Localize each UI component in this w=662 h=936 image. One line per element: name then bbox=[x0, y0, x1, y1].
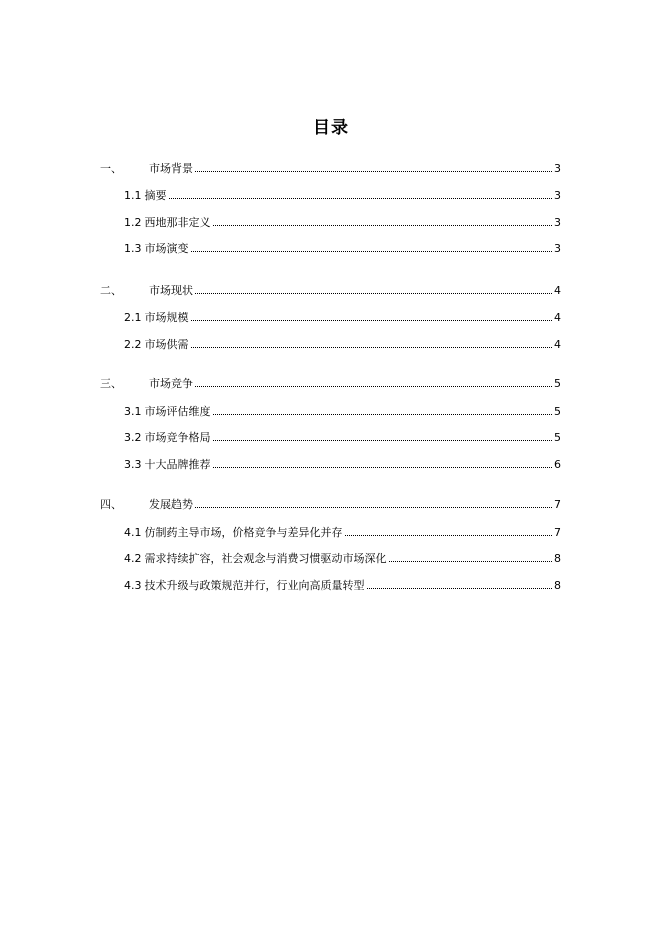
toc-dot-leader bbox=[169, 197, 553, 199]
toc-section-number: 一、 bbox=[100, 162, 122, 175]
toc-item-label: 仿制药主导市场，价格竞争与差异化并存 bbox=[144, 526, 343, 539]
toc-dot-leader bbox=[195, 292, 552, 294]
toc-dot-leader bbox=[195, 170, 552, 172]
toc-page-number: 5 bbox=[554, 405, 561, 418]
toc-item-label: 摘要 bbox=[144, 189, 167, 202]
toc-item-number: 3.2 bbox=[124, 431, 142, 444]
toc-item-label: 市场规模 bbox=[144, 311, 189, 324]
toc-page-number: 8 bbox=[554, 579, 561, 592]
toc-dot-leader bbox=[345, 534, 553, 536]
toc-item-3-1[interactable] bbox=[124, 405, 561, 419]
toc-item-1-3[interactable] bbox=[124, 242, 561, 256]
toc-title: 目录 bbox=[313, 118, 349, 138]
toc-dot-leader bbox=[213, 224, 553, 226]
toc-dot-leader bbox=[213, 439, 553, 441]
toc-page-number: 3 bbox=[554, 242, 561, 255]
toc-section-number: 二、 bbox=[100, 284, 122, 297]
toc-dot-leader bbox=[213, 466, 553, 468]
toc-item-4-2[interactable] bbox=[124, 552, 561, 566]
toc-section-label: 市场竞争 bbox=[149, 377, 193, 390]
toc-page-number: 4 bbox=[554, 338, 561, 351]
toc-item-label: 市场竞争格局 bbox=[144, 431, 211, 444]
toc-section-label: 发展趋势 bbox=[149, 498, 193, 511]
toc-dot-leader bbox=[213, 413, 553, 415]
toc-item-label: 市场供需 bbox=[144, 338, 189, 351]
toc-section-number: 三、 bbox=[100, 377, 122, 390]
toc-item-2-1[interactable] bbox=[124, 311, 561, 325]
toc-page-number: 4 bbox=[554, 311, 561, 324]
toc-item-number: 2.1 bbox=[124, 311, 142, 324]
toc-item-3-3[interactable] bbox=[124, 458, 561, 472]
toc-dot-leader bbox=[191, 319, 553, 321]
toc-page-number: 3 bbox=[554, 216, 561, 229]
toc-item-2-2[interactable] bbox=[124, 338, 561, 352]
toc-page-number: 3 bbox=[554, 162, 561, 175]
toc-item-number: 1.3 bbox=[124, 242, 142, 255]
toc-section-2[interactable] bbox=[100, 284, 561, 298]
toc-item-number: 3.1 bbox=[124, 405, 142, 418]
toc-section-1[interactable] bbox=[100, 162, 561, 176]
toc-item-label: 技术升级与政策规范并行，行业向高质量转型 bbox=[144, 579, 365, 592]
toc-dot-leader bbox=[195, 506, 552, 508]
toc-dot-leader bbox=[367, 587, 553, 589]
toc-dot-leader bbox=[389, 560, 553, 562]
toc-item-number: 4.2 bbox=[124, 552, 142, 565]
toc-dot-leader bbox=[191, 346, 553, 348]
toc-item-1-1[interactable] bbox=[124, 189, 561, 203]
toc-item-number: 4.1 bbox=[124, 526, 142, 539]
toc-page-number: 3 bbox=[554, 189, 561, 202]
toc-item-label: 市场评估维度 bbox=[144, 405, 211, 418]
toc-section-label: 市场现状 bbox=[149, 284, 193, 297]
toc-item-number: 2.2 bbox=[124, 338, 142, 351]
toc-item-1-2[interactable] bbox=[124, 216, 561, 230]
toc-dot-leader bbox=[191, 250, 553, 252]
toc-page-number: 8 bbox=[554, 552, 561, 565]
toc-section-number: 四、 bbox=[100, 498, 122, 511]
toc-page-number: 5 bbox=[554, 431, 561, 444]
toc-item-label: 十大品牌推荐 bbox=[144, 458, 211, 471]
toc-item-number: 3.3 bbox=[124, 458, 142, 471]
toc-page-number: 7 bbox=[554, 526, 561, 539]
toc-item-3-2[interactable] bbox=[124, 431, 561, 445]
toc-page-number: 5 bbox=[554, 377, 561, 390]
toc-item-label: 需求持续扩容，社会观念与消费习惯驱动市场深化 bbox=[144, 552, 387, 565]
toc-dot-leader bbox=[195, 385, 552, 387]
toc-item-number: 1.2 bbox=[124, 216, 142, 229]
toc-item-label: 西地那非定义 bbox=[144, 216, 211, 229]
toc-section-label: 市场背景 bbox=[149, 162, 193, 175]
toc-section-4[interactable] bbox=[100, 498, 561, 512]
toc-item-label: 市场演变 bbox=[144, 242, 189, 255]
toc-item-number: 1.1 bbox=[124, 189, 142, 202]
toc-page-number: 6 bbox=[554, 458, 561, 471]
toc-item-number: 4.3 bbox=[124, 579, 142, 592]
toc-item-4-3[interactable] bbox=[124, 579, 561, 593]
toc-page-number: 4 bbox=[554, 284, 561, 297]
toc-item-4-1[interactable] bbox=[124, 526, 561, 540]
toc-section-3[interactable] bbox=[100, 377, 561, 391]
toc-page-number: 7 bbox=[554, 498, 561, 511]
